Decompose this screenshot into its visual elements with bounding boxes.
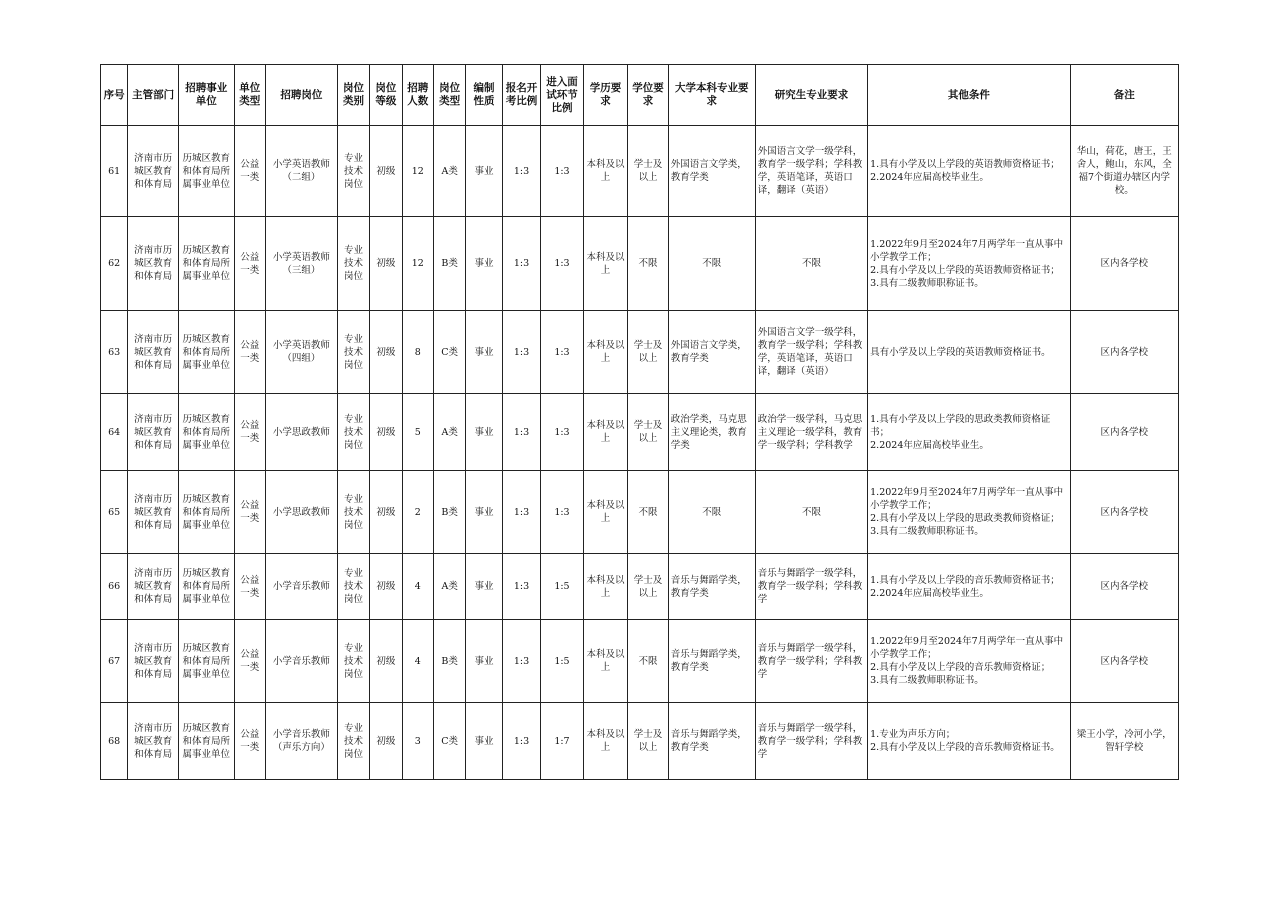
ratio-interview-cell: 1:5: [541, 620, 584, 703]
other-cell: 1.2022年9月至2024年7月两学年一直从事中小学教学工作； 2.具有小学及以上学段的音乐教师资格证； 3.具有二级教师职称证书。: [868, 620, 1070, 703]
staffing-cell: 事业: [466, 703, 502, 780]
post-type-cell: B类: [433, 217, 465, 311]
staffing-cell: 事业: [466, 554, 502, 620]
unit-type-cell: 公益一类: [234, 620, 265, 703]
level-cell: 初级: [370, 394, 402, 471]
grad-major-cell: 音乐与舞蹈学一级学科，教育学一级学科；学科教学: [755, 620, 867, 703]
ratio-apply-cell: 1:3: [502, 126, 540, 217]
ratio-interview-cell: 1:3: [541, 311, 584, 394]
unit-cell: 历城区教育和体育局所属事业单位: [178, 554, 234, 620]
post-type-cell: A类: [433, 126, 465, 217]
header-row: [101, 65, 1179, 126]
other-cell: 1.2022年9月至2024年7月两学年一直从事中小学教学工作； 2.具有小学及以上学段的英语教师资格证书； 3.具有二级教师职称证书。: [868, 217, 1070, 311]
row-number: 64: [101, 394, 128, 471]
edu-cell: 本科及以上: [583, 703, 628, 780]
header-cell: 大学本科专业要求: [668, 65, 755, 126]
level-cell: 初级: [370, 217, 402, 311]
ratio-interview-cell: 1:5: [541, 554, 584, 620]
staffing-cell: 事业: [466, 311, 502, 394]
unit-cell: 历城区教育和体育局所属事业单位: [178, 703, 234, 780]
row-number: 63: [101, 311, 128, 394]
post-type-cell: A类: [433, 554, 465, 620]
row-number: 62: [101, 217, 128, 311]
ratio-apply-cell: 1:3: [502, 620, 540, 703]
ratio-interview-cell: 1:3: [541, 126, 584, 217]
row-number: 67: [101, 620, 128, 703]
unit-type-cell: 公益一类: [234, 217, 265, 311]
edu-cell: 本科及以上: [583, 217, 628, 311]
category-cell: 专业技术岗位: [337, 311, 369, 394]
table-row: [101, 471, 1179, 554]
staffing-cell: 事业: [466, 471, 502, 554]
category-cell: 专业技术岗位: [337, 471, 369, 554]
edu-cell: 本科及以上: [583, 126, 628, 217]
other-cell: 具有小学及以上学段的英语教师资格证书。: [868, 311, 1070, 394]
other-cell: 1.具有小学及以上学段的思政类教师资格证书； 2.2024年应届高校毕业生。: [868, 394, 1070, 471]
level-cell: 初级: [370, 311, 402, 394]
grad-major-cell: 音乐与舞蹈学一级学科，教育学一级学科；学科教学: [755, 554, 867, 620]
ratio-apply-cell: 1:3: [502, 394, 540, 471]
grad-major-cell: 政治学一级学科，马克思主义理论一级学科，教育学一级学科；学科教学: [755, 394, 867, 471]
post-type-cell: A类: [433, 394, 465, 471]
level-cell: 初级: [370, 126, 402, 217]
count-cell: 12: [402, 217, 433, 311]
edu-cell: 本科及以上: [583, 311, 628, 394]
unit-cell: 历城区教育和体育局所属事业单位: [178, 471, 234, 554]
header-cell: 学位要求: [628, 65, 668, 126]
category-cell: 专业技术岗位: [337, 554, 369, 620]
header-cell: 单位类型: [234, 65, 265, 126]
header-cell: 岗位类别: [337, 65, 369, 126]
unit-type-cell: 公益一类: [234, 311, 265, 394]
unit-type-cell: 公益一类: [234, 394, 265, 471]
header-cell: 岗位类型: [433, 65, 465, 126]
post-cell: 小学音乐教师: [265, 620, 337, 703]
ratio-interview-cell: 1:3: [541, 217, 584, 311]
row-number: 66: [101, 554, 128, 620]
grad-major-cell: 外国语言文学一级学科，教育学一级学科；学科教学，英语笔译，英语口译，翻译（英语）: [755, 311, 867, 394]
unit-cell: 历城区教育和体育局所属事业单位: [178, 394, 234, 471]
level-cell: 初级: [370, 471, 402, 554]
post-cell: 小学英语教师（二组）: [265, 126, 337, 217]
dept-cell: 济南市历城区教育和体育局: [128, 703, 179, 780]
row-number: 65: [101, 471, 128, 554]
degree-cell: 不限: [628, 217, 668, 311]
edu-cell: 本科及以上: [583, 554, 628, 620]
edu-cell: 本科及以上: [583, 620, 628, 703]
header-cell: 主管部门: [128, 65, 179, 126]
degree-cell: 学士及以上: [628, 554, 668, 620]
other-cell: 1.具有小学及以上学段的音乐教师资格证书； 2.2024年应届高校毕业生。: [868, 554, 1070, 620]
header-cell: 其他条件: [868, 65, 1070, 126]
unit-type-cell: 公益一类: [234, 703, 265, 780]
grad-major-cell: 外国语言文学一级学科，教育学一级学科；学科教学，英语笔译，英语口译，翻译（英语）: [755, 126, 867, 217]
edu-cell: 本科及以上: [583, 394, 628, 471]
post-cell: 小学思政教师: [265, 471, 337, 554]
count-cell: 2: [402, 471, 433, 554]
unit-cell: 历城区教育和体育局所属事业单位: [178, 620, 234, 703]
degree-cell: 不限: [628, 620, 668, 703]
undergrad-major-cell: 外国语言文学类，教育学类: [668, 311, 755, 394]
header-cell: 研究生专业要求: [755, 65, 867, 126]
ratio-apply-cell: 1:3: [502, 471, 540, 554]
category-cell: 专业技术岗位: [337, 126, 369, 217]
post-cell: 小学英语教师（四组）: [265, 311, 337, 394]
unit-cell: 历城区教育和体育局所属事业单位: [178, 311, 234, 394]
undergrad-major-cell: 不限: [668, 471, 755, 554]
grad-major-cell: 不限: [755, 471, 867, 554]
undergrad-major-cell: 政治学类，马克思主义理论类，教育学类: [668, 394, 755, 471]
level-cell: 初级: [370, 554, 402, 620]
grad-major-cell: 音乐与舞蹈学一级学科，教育学一级学科；学科教学: [755, 703, 867, 780]
row-number: 61: [101, 126, 128, 217]
row-number: 68: [101, 703, 128, 780]
recruitment-table: [100, 64, 1179, 780]
grad-major-cell: 不限: [755, 217, 867, 311]
other-cell: 1.2022年9月至2024年7月两学年一直从事中小学教学工作； 2.具有小学及以上学段的思政类教师资格证； 3.具有二级教师职称证书。: [868, 471, 1070, 554]
ratio-interview-cell: 1:3: [541, 471, 584, 554]
remark-cell: 华山，荷花，唐王，王舍人，鲍山，东风，全福7个街道办辖区内学校。: [1070, 126, 1178, 217]
count-cell: 8: [402, 311, 433, 394]
table-row: [101, 394, 1179, 471]
ratio-interview-cell: 1:3: [541, 394, 584, 471]
header-cell: 招聘事业单位: [178, 65, 234, 126]
undergrad-major-cell: 外国语言文学类，教育学类: [668, 126, 755, 217]
unit-type-cell: 公益一类: [234, 471, 265, 554]
remark-cell: 区内各学校: [1070, 311, 1178, 394]
remark-cell: 区内各学校: [1070, 620, 1178, 703]
undergrad-major-cell: 音乐与舞蹈学类，教育学类: [668, 554, 755, 620]
staffing-cell: 事业: [466, 394, 502, 471]
dept-cell: 济南市历城区教育和体育局: [128, 217, 179, 311]
remark-cell: 区内各学校: [1070, 471, 1178, 554]
degree-cell: 学士及以上: [628, 394, 668, 471]
dept-cell: 济南市历城区教育和体育局: [128, 620, 179, 703]
count-cell: 4: [402, 554, 433, 620]
category-cell: 专业技术岗位: [337, 620, 369, 703]
staffing-cell: 事业: [466, 126, 502, 217]
table-row: [101, 620, 1179, 703]
unit-type-cell: 公益一类: [234, 554, 265, 620]
header-cell: 学历要求: [583, 65, 628, 126]
undergrad-major-cell: 音乐与舞蹈学类，教育学类: [668, 703, 755, 780]
degree-cell: 学士及以上: [628, 703, 668, 780]
undergrad-major-cell: 不限: [668, 217, 755, 311]
table-row: [101, 311, 1179, 394]
other-cell: 1.专业为声乐方向； 2.具有小学及以上学段的音乐教师资格证书。: [868, 703, 1070, 780]
post-type-cell: B类: [433, 620, 465, 703]
ratio-apply-cell: 1:3: [502, 217, 540, 311]
degree-cell: 不限: [628, 471, 668, 554]
level-cell: 初级: [370, 620, 402, 703]
count-cell: 3: [402, 703, 433, 780]
staffing-cell: 事业: [466, 217, 502, 311]
header-cell: 序号: [101, 65, 128, 126]
header-cell: 备注: [1070, 65, 1178, 126]
dept-cell: 济南市历城区教育和体育局: [128, 394, 179, 471]
count-cell: 4: [402, 620, 433, 703]
post-type-cell: C类: [433, 703, 465, 780]
header-cell: 招聘人数: [402, 65, 433, 126]
table-row: [101, 703, 1179, 780]
unit-cell: 历城区教育和体育局所属事业单位: [178, 126, 234, 217]
other-cell: 1.具有小学及以上学段的英语教师资格证书； 2.2024年应届高校毕业生。: [868, 126, 1070, 217]
ratio-apply-cell: 1:3: [502, 703, 540, 780]
post-type-cell: C类: [433, 311, 465, 394]
dept-cell: 济南市历城区教育和体育局: [128, 126, 179, 217]
header-cell: 报名开考比例: [502, 65, 540, 126]
remark-cell: 梁王小学，冷河小学，智轩学校: [1070, 703, 1178, 780]
unit-type-cell: 公益一类: [234, 126, 265, 217]
post-cell: 小学英语教师（三组）: [265, 217, 337, 311]
degree-cell: 学士及以上: [628, 126, 668, 217]
count-cell: 5: [402, 394, 433, 471]
category-cell: 专业技术岗位: [337, 703, 369, 780]
header-cell: 编制性质: [466, 65, 502, 126]
unit-cell: 历城区教育和体育局所属事业单位: [178, 217, 234, 311]
staffing-cell: 事业: [466, 620, 502, 703]
category-cell: 专业技术岗位: [337, 217, 369, 311]
dept-cell: 济南市历城区教育和体育局: [128, 554, 179, 620]
remark-cell: 区内各学校: [1070, 217, 1178, 311]
post-cell: 小学思政教师: [265, 394, 337, 471]
dept-cell: 济南市历城区教育和体育局: [128, 311, 179, 394]
count-cell: 12: [402, 126, 433, 217]
dept-cell: 济南市历城区教育和体育局: [128, 471, 179, 554]
post-cell: 小学音乐教师（声乐方向）: [265, 703, 337, 780]
table-row: [101, 126, 1179, 217]
degree-cell: 学士及以上: [628, 311, 668, 394]
edu-cell: 本科及以上: [583, 471, 628, 554]
post-cell: 小学音乐教师: [265, 554, 337, 620]
ratio-apply-cell: 1:3: [502, 311, 540, 394]
level-cell: 初级: [370, 703, 402, 780]
category-cell: 专业技术岗位: [337, 394, 369, 471]
table-row: [101, 554, 1179, 620]
header-cell: 进入面试环节比例: [541, 65, 584, 126]
undergrad-major-cell: 音乐与舞蹈学类，教育学类: [668, 620, 755, 703]
post-type-cell: B类: [433, 471, 465, 554]
header-cell: 招聘岗位: [265, 65, 337, 126]
header-cell: 岗位等级: [370, 65, 402, 126]
table-row: [101, 217, 1179, 311]
remark-cell: 区内各学校: [1070, 554, 1178, 620]
ratio-apply-cell: 1:3: [502, 554, 540, 620]
remark-cell: 区内各学校: [1070, 394, 1178, 471]
ratio-interview-cell: 1:7: [541, 703, 584, 780]
